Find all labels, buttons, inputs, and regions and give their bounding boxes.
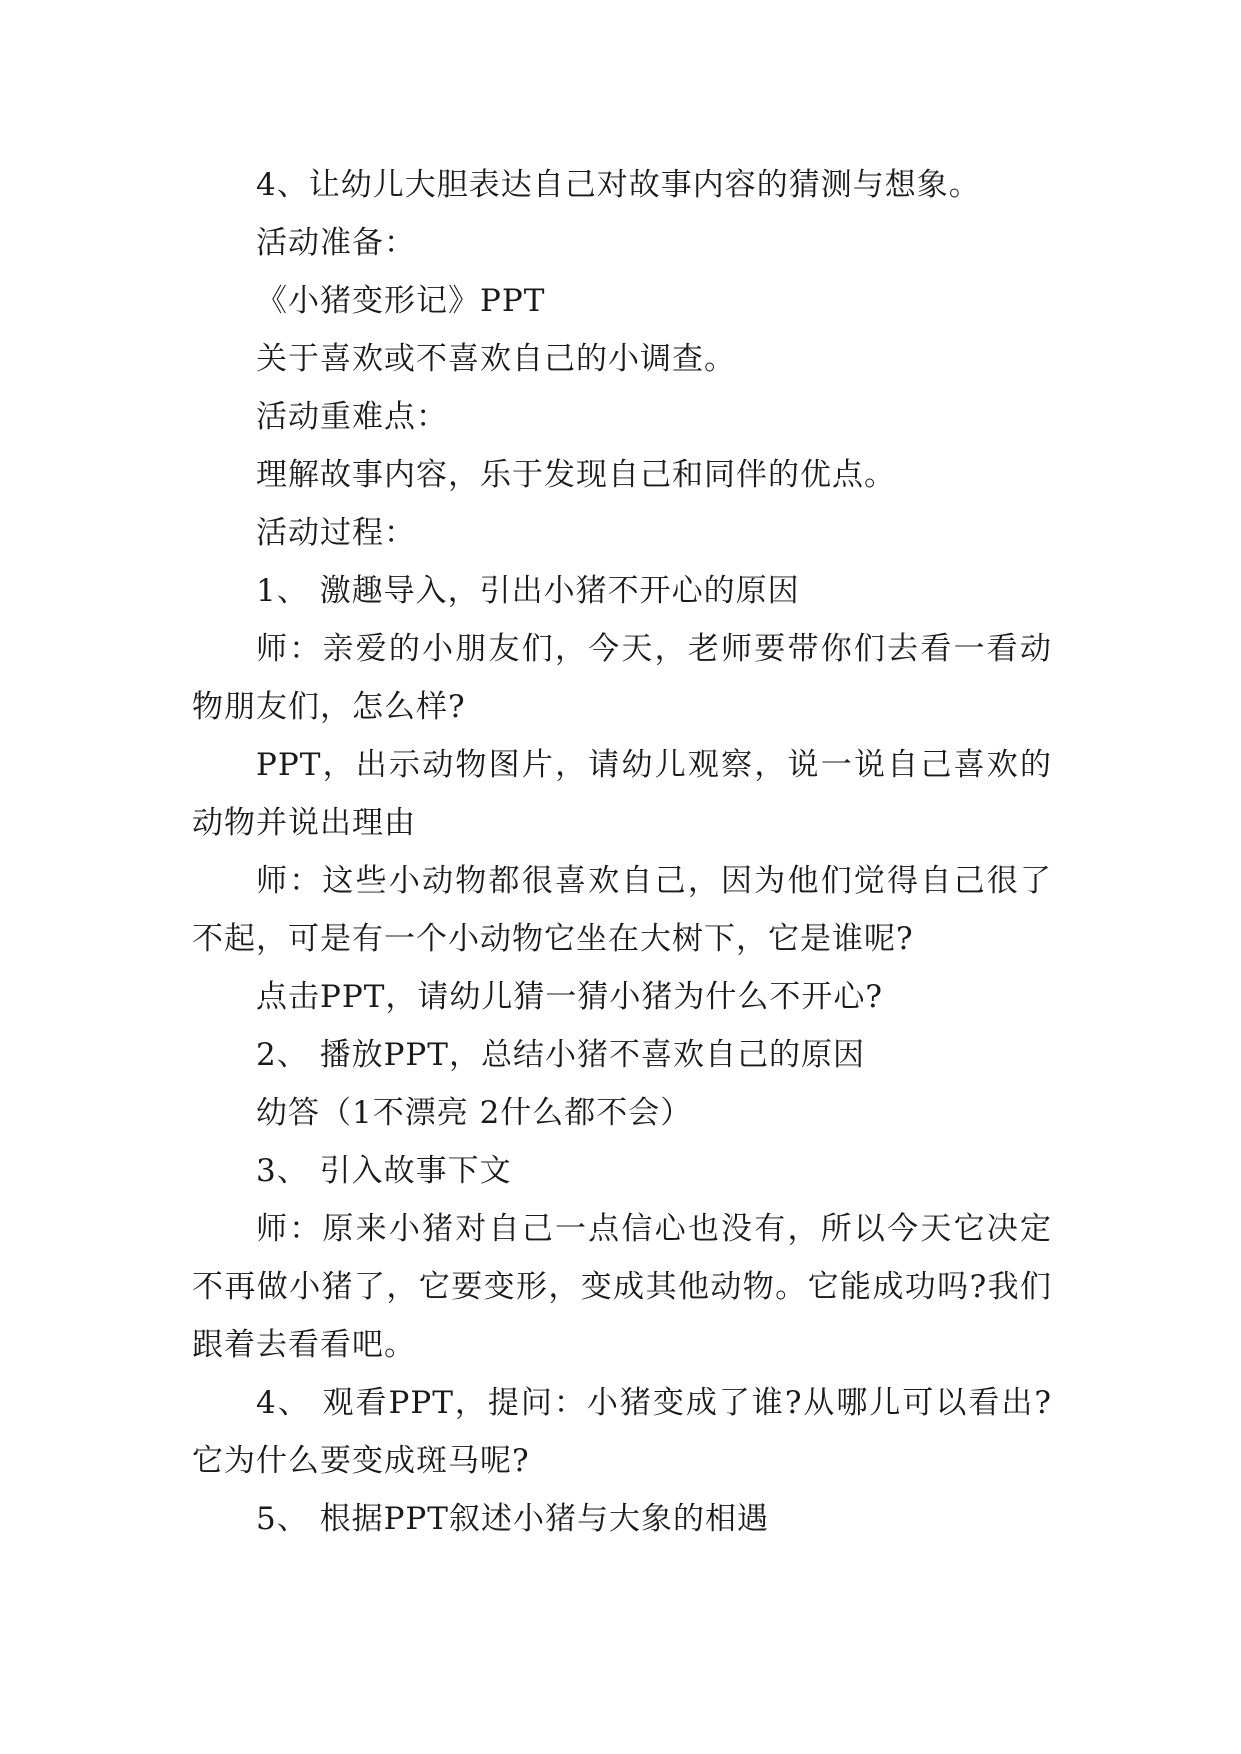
heading-key-points: 活动重难点：	[256, 399, 448, 435]
step-5-heading: 5、 根据PPT叙述小猪与大象的相遇	[256, 1501, 769, 1537]
heading-process: 活动过程：	[256, 515, 416, 551]
paragraph-survey: 关于喜欢或不喜欢自己的小调查。	[256, 341, 736, 377]
step-4-paragraph: 4、 观看PPT，提问：小猪变成了谁?从哪儿可以看出?它为什么要变成斑马呢?	[192, 1385, 1052, 1479]
step-1-heading: 1、 激趣导入，引出小猪不开心的原因	[256, 573, 800, 609]
paragraph-goal-4: 4、让幼儿大胆表达自己对故事内容的猜测与想象。	[256, 167, 981, 203]
teacher-line-3: 师：原来小猪对自己一点信心也没有，所以今天它决定不再做小猪了，它要变形，变成其他动物。它能成功吗?我们跟着去看看吧。	[192, 1211, 1052, 1363]
heading-preparation: 活动准备：	[256, 225, 416, 261]
paragraph-ppt-material: 《小猪变形记》PPT	[256, 283, 546, 319]
paragraph-key-points: 理解故事内容，乐于发现自己和同伴的优点。	[256, 457, 896, 493]
step-3-heading: 3、 引入故事下文	[256, 1153, 512, 1189]
step-2-heading: 2、 播放PPT，总结小猪不喜欢自己的原因	[256, 1037, 865, 1073]
ppt-instruction-1: PPT，出示动物图片，请幼儿观察，说一说自己喜欢的动物并说出理由	[192, 747, 1052, 841]
child-answer: 幼答（1不漂亮 2什么都不会）	[256, 1095, 693, 1131]
teacher-line-1: 师：亲爱的小朋友们，今天，老师要带你们去看一看动物朋友们，怎么样?	[192, 631, 1052, 725]
ppt-instruction-2: 点击PPT，请幼儿猜一猜小猪为什么不开心?	[256, 979, 884, 1015]
teacher-line-2: 师：这些小动物都很喜欢自己，因为他们觉得自己很了不起，可是有一个小动物它坐在大树下，它是谁呢?	[192, 863, 1052, 957]
document-body	[192, 156, 1052, 1548]
